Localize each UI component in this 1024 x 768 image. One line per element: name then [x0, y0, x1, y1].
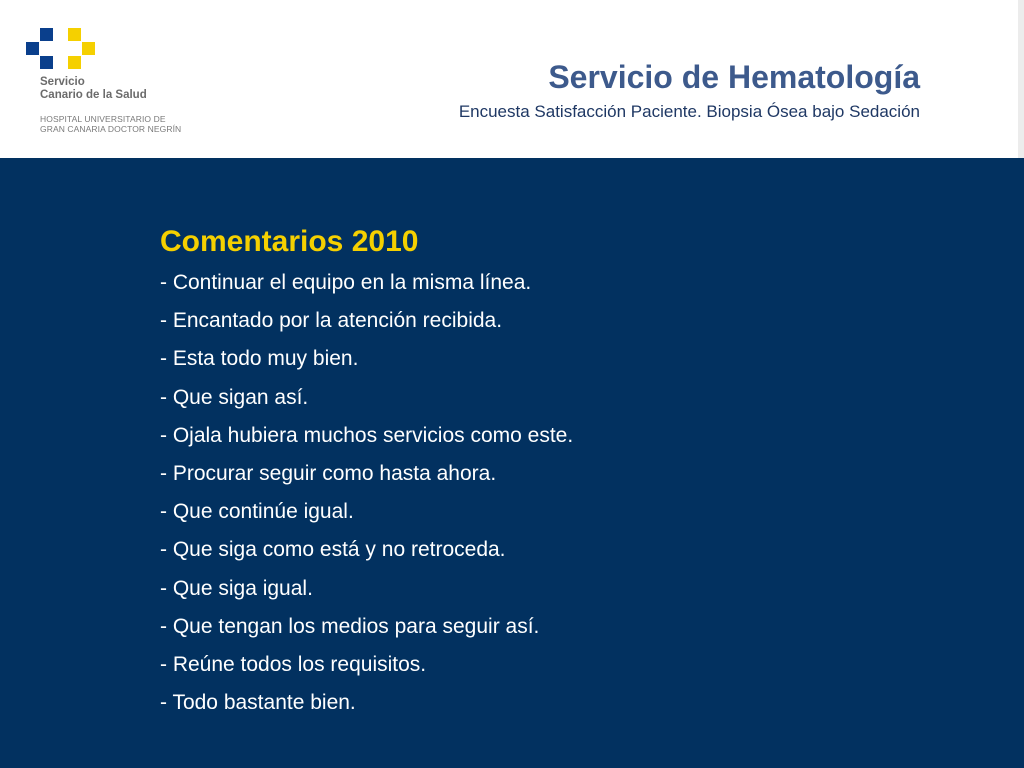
logo-org-line-2: Canario de la Salud — [40, 89, 147, 101]
section-title: Comentarios 2010 — [160, 225, 419, 258]
comment-item: - Reúne todos los requisitos. — [160, 653, 427, 677]
comment-item: - Todo bastante bien. — [160, 691, 356, 715]
comment-item: - Que siga como está y no retroceda. — [160, 538, 506, 562]
logo-hospital-line-2: GRAN CANARIA DOCTOR NEGRÍN — [40, 124, 182, 134]
comment-item: - Que tengan los medios para seguir así. — [160, 614, 540, 638]
scs-logo — [0, 0, 230, 158]
header-edge-strip — [1018, 0, 1024, 158]
comment-item: - Continuar el equipo en la misma línea. — [160, 271, 532, 294]
comment-item: - Que sigan así. — [160, 385, 309, 409]
comment-item: - Que continúe igual. — [160, 500, 354, 524]
survey-subtitle: Encuesta Satisfacción Paciente. Biopsia Ósea bajo Sedación — [458, 102, 920, 121]
slide-header — [0, 0, 1024, 158]
comment-item: - Que siga igual. — [160, 576, 313, 600]
logo-organization-name — [40, 76, 220, 102]
comment-item: - Procurar seguir como hasta ahora. — [160, 462, 497, 486]
logo-hospital-line-1: HOSPITAL UNIVERSITARIO DE — [40, 114, 166, 124]
scs-cross-logo-icon — [26, 28, 96, 70]
comment-item: - Encantado por la atención recibida. — [160, 309, 503, 333]
service-title: Servicio de Hematología — [548, 59, 920, 95]
comment-item: - Ojala hubiera muchos servicios como este. — [160, 423, 574, 447]
logo-org-line-1: Servicio — [40, 76, 85, 88]
comments-list — [160, 264, 573, 722]
comment-item: - Esta todo muy bien. — [160, 347, 359, 371]
logo-hospital-name — [40, 114, 230, 134]
